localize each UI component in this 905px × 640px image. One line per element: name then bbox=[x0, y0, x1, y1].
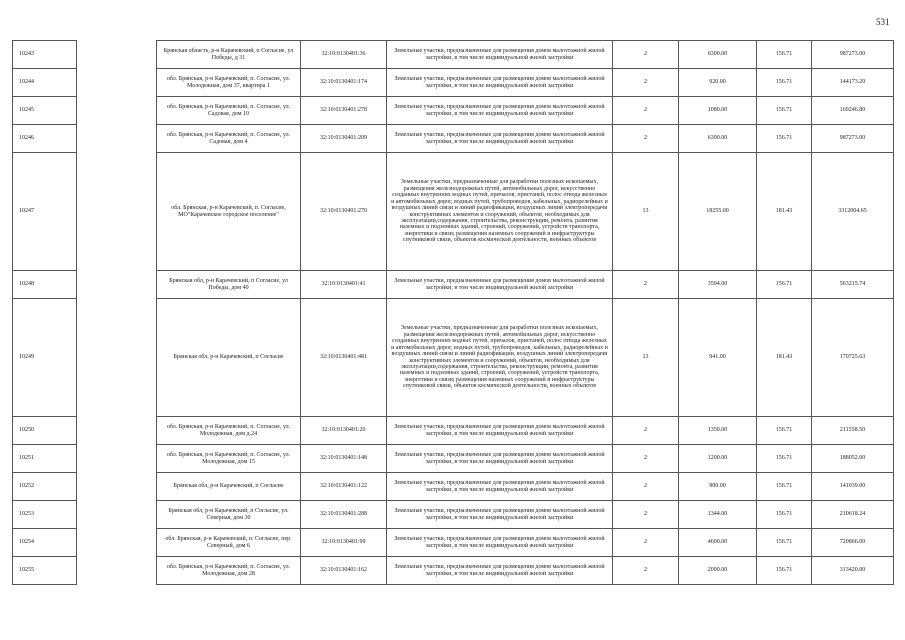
cell-address: обл. Брянская, р-н Карачевский, п. Согласие, ул. Садовая, дом 10 bbox=[157, 97, 301, 125]
table-row bbox=[13, 557, 894, 585]
table-row bbox=[13, 529, 894, 557]
cell-id: 10243 bbox=[13, 41, 77, 69]
table-row bbox=[13, 153, 894, 271]
cell-rate: 156.71 bbox=[757, 473, 812, 501]
spacer-cell bbox=[77, 529, 157, 557]
cell-use: Земельные участки, предназначенные для размещения домов малоэтажной жилой застройки, в том числе индивидуальной жилой застройки bbox=[387, 445, 613, 473]
cell-group: 2 bbox=[613, 41, 679, 69]
table-row bbox=[13, 299, 894, 417]
cell-area: 941.00 bbox=[679, 299, 757, 417]
cell-id: 10248 bbox=[13, 271, 77, 299]
cell-use: Земельные участки, предназначенные для размещения домов малоэтажной жилой застройки, в том числе индивидуальной жилой застройки bbox=[387, 69, 613, 97]
cell-id: 10246 bbox=[13, 125, 77, 153]
cell-id: 10244 bbox=[13, 69, 77, 97]
cell-rate: 156.71 bbox=[757, 41, 812, 69]
table-row bbox=[13, 501, 894, 529]
cell-value: 3312004.65 bbox=[812, 153, 894, 271]
cell-address: Брянская обл, р-н Карачевский, п Согласие, ул Победы, дом 40 bbox=[157, 271, 301, 299]
cell-rate: 181.43 bbox=[757, 153, 812, 271]
cell-value: 188052.00 bbox=[812, 445, 894, 473]
cell-cadastre: 32:10:0130401:278 bbox=[301, 97, 387, 125]
cell-use: Земельные участки, предназначенные для разработки полезных ископаемых, размещения железнодорожных путей, автомобильных дорог, искусственно созданных внутренних водных путей, причалов, пристаней, полос отвода железных и автомобильных дорог, водных путей, трубопроводов, кабельных, радиорелейных и воздушных линий связи и линий радиофикации, воздушных линий электропередачи конструктивных элементов и сооружений, объектов, необходимых для эксплуатации,содержания, строительства, реконструкции, ремонта, развития наземных и подземных зданий, строений, сооружений, устройств транспорта, энергетики и связи; размещения наземных сооружений и инфраструктуры спутниковой связи, объектов космической деятельности, военных объектов bbox=[387, 153, 613, 271]
cell-cadastre: 32:10:0130401:122 bbox=[301, 473, 387, 501]
cell-value: 563215.74 bbox=[812, 271, 894, 299]
cell-use: Земельные участки, предназначенные для размещения домов малоэтажной жилой застройки, в том числе индивидуальной жилой застройки bbox=[387, 473, 613, 501]
cell-cadastre: 32:10:0130401:174 bbox=[301, 69, 387, 97]
table-row bbox=[13, 473, 894, 501]
cell-value: 987273.00 bbox=[812, 125, 894, 153]
cell-id: 10250 bbox=[13, 417, 77, 445]
cell-cadastre: 32:10:0130401:209 bbox=[301, 125, 387, 153]
cell-id: 10251 bbox=[13, 445, 77, 473]
page-number: 531 bbox=[876, 17, 890, 27]
cell-area: 4600.00 bbox=[679, 529, 757, 557]
cell-use: Земельные участки, предназначенные для размещения домов малоэтажной жилой застройки, в том числе индивидуальной жилой застройки bbox=[387, 97, 613, 125]
cell-value: 169246.80 bbox=[812, 97, 894, 125]
cell-use: Земельные участки, предназначенные для размещения домов малоэтажной жилой застройки, в том числе индивидуальной жилой застройки bbox=[387, 417, 613, 445]
cell-value: 141039.00 bbox=[812, 473, 894, 501]
cell-rate: 156.71 bbox=[757, 417, 812, 445]
cell-rate: 181.43 bbox=[757, 299, 812, 417]
cell-group: 13 bbox=[613, 299, 679, 417]
cell-address: обл. Брянская, р-н Карачевский, п. Согласие, ул. Молодежная, дом д.24 bbox=[157, 417, 301, 445]
cell-use: Земельные участки, предназначенные для размещения домов малоэтажной жилой застройки, в том числе индивидуальной жилой застройки bbox=[387, 271, 613, 299]
cell-cadastre: 32:10:0130401:36 bbox=[301, 41, 387, 69]
cell-id: 10249 bbox=[13, 299, 77, 417]
cell-value: 313420.00 bbox=[812, 557, 894, 585]
table-row bbox=[13, 41, 894, 69]
spacer-cell bbox=[77, 299, 157, 417]
cell-id: 10255 bbox=[13, 557, 77, 585]
cell-cadastre: 32:10:0130401:481 bbox=[301, 299, 387, 417]
cell-group: 2 bbox=[613, 97, 679, 125]
cell-group: 2 bbox=[613, 417, 679, 445]
cell-use: Земельные участки, предназначенные для размещения домов малоэтажной жилой застройки, в том числе индивидуальной жилой застройки bbox=[387, 557, 613, 585]
cell-use: Земельные участки, предназначенные для размещения домов малоэтажной жилой застройки, в том числе индивидуальной жилой застройки bbox=[387, 125, 613, 153]
cell-use: Земельные участки, предназначенные для размещения домов малоэтажной жилой застройки, в том числе индивидуальной жилой застройки bbox=[387, 529, 613, 557]
cell-group: 13 bbox=[613, 153, 679, 271]
cell-area: 3594.00 bbox=[679, 271, 757, 299]
cell-use: Земельные участки, предназначенные для разработки полезных ископаемых, размещения железнодорожных путей, автомобильных дорог, искусственно созданных внутренних водных путей, причалов, пристаней, полос отвода железных и автомобильных дорог, водных путей, трубопроводов, кабельных, радиорелейных и воздушных линий связи и линий радиофикации, воздушных линий электропередачи конструктивных элементов и сооружений, объектов, необходимых для эксплуатации,содержания, строительства, реконструкции, ремонта, развития наземных и подземных зданий, строений, сооружений, устройств транспорта, энергетики и связи; размещения наземных сооружений и инфраструктуры спутниковой связи, объектов космической деятельности, военных объектов bbox=[387, 299, 613, 417]
cell-value: 720866.00 bbox=[812, 529, 894, 557]
cell-cadastre: 32:10:0130401:148 bbox=[301, 445, 387, 473]
cell-id: 10253 bbox=[13, 501, 77, 529]
cell-address: обл. Брянская, р-н Карачевский, п. Согласие, ул. Молодежная, дом 37, квартира 1 bbox=[157, 69, 301, 97]
table-row bbox=[13, 417, 894, 445]
cell-group: 2 bbox=[613, 473, 679, 501]
cell-value: 210618.24 bbox=[812, 501, 894, 529]
cell-use: Земельные участки, предназначенные для размещения домов малоэтажной жилой застройки, в том числе индивидуальной жилой застройки bbox=[387, 41, 613, 69]
cell-cadastre: 32:10:0130401:20 bbox=[301, 417, 387, 445]
cell-rate: 156.71 bbox=[757, 445, 812, 473]
cell-address: Брянская область, р-н Карачевский, п Согласие, ул Победы, д 31 bbox=[157, 41, 301, 69]
cell-cadastre: 32:10:0130401:99 bbox=[301, 529, 387, 557]
cell-group: 2 bbox=[613, 445, 679, 473]
cell-group: 2 bbox=[613, 501, 679, 529]
cell-area: 1344.00 bbox=[679, 501, 757, 529]
cell-value: 170725.63 bbox=[812, 299, 894, 417]
cell-area: 2000.00 bbox=[679, 557, 757, 585]
spacer-cell bbox=[77, 153, 157, 271]
cell-value: 211558.50 bbox=[812, 417, 894, 445]
cell-cadastre: 32:10:0130401:41 bbox=[301, 271, 387, 299]
spacer-cell bbox=[77, 41, 157, 69]
cell-group: 2 bbox=[613, 125, 679, 153]
table-row bbox=[13, 97, 894, 125]
spacer-cell bbox=[77, 417, 157, 445]
cell-cadastre: 32:10:0130401:270 bbox=[301, 153, 387, 271]
cell-rate: 156.71 bbox=[757, 501, 812, 529]
cell-address: обл. Брянская, р-н Карачевский, п. Согласие, ул. Молодежная, дом 15 bbox=[157, 445, 301, 473]
cell-rate: 156.71 bbox=[757, 557, 812, 585]
cell-address: обл. Брянская, р-н Карачевский, п. Согласие, пер. Северный, дом 6 bbox=[157, 529, 301, 557]
table-row bbox=[13, 445, 894, 473]
cell-address: обл. Брянская, р-н Карачевский, п. Согласие, ул. Садовая, дом 4 bbox=[157, 125, 301, 153]
spacer-cell bbox=[77, 271, 157, 299]
table-row bbox=[13, 125, 894, 153]
spacer-cell bbox=[77, 125, 157, 153]
cell-address: Брянская обл, р-н Карачевский, п Согласие bbox=[157, 473, 301, 501]
cell-group: 2 bbox=[613, 69, 679, 97]
cell-area: 18255.00 bbox=[679, 153, 757, 271]
spacer-cell bbox=[77, 445, 157, 473]
spacer-cell bbox=[77, 473, 157, 501]
spacer-cell bbox=[77, 557, 157, 585]
cell-group: 2 bbox=[613, 529, 679, 557]
cell-id: 10254 bbox=[13, 529, 77, 557]
spacer-cell bbox=[77, 69, 157, 97]
table-row bbox=[13, 69, 894, 97]
cell-address: обл. Брянская, р-н Карачевский, п. Согласие, МО"Карачевское городское поселение" bbox=[157, 153, 301, 271]
cell-rate: 156.71 bbox=[757, 97, 812, 125]
cell-address: обл. Брянская, р-н Карачевский, п. Согласие, ул. Молодежная, дом 28 bbox=[157, 557, 301, 585]
cell-area: 1350.00 bbox=[679, 417, 757, 445]
cell-use: Земельные участки, предназначенные для размещения домов малоэтажной жилой застройки, в том числе индивидуальной жилой застройки bbox=[387, 501, 613, 529]
cell-group: 2 bbox=[613, 557, 679, 585]
cell-area: 920.00 bbox=[679, 69, 757, 97]
cadastre-table bbox=[12, 40, 894, 585]
cell-id: 10247 bbox=[13, 153, 77, 271]
cell-area: 1080.00 bbox=[679, 97, 757, 125]
cell-group: 2 bbox=[613, 271, 679, 299]
spacer-cell bbox=[77, 501, 157, 529]
cell-value: 144173.20 bbox=[812, 69, 894, 97]
cell-area: 1200.00 bbox=[679, 445, 757, 473]
table-row bbox=[13, 271, 894, 299]
cell-area: 6300.00 bbox=[679, 125, 757, 153]
cell-address: Брянская обл, р-н Карачевский, п Согласие bbox=[157, 299, 301, 417]
cell-rate: 156.71 bbox=[757, 69, 812, 97]
cell-area: 900.00 bbox=[679, 473, 757, 501]
cell-cadastre: 32:10:0130401:162 bbox=[301, 557, 387, 585]
cell-value: 987273.00 bbox=[812, 41, 894, 69]
cell-address: Брянская обл, р-н Карачевский, п Согласие, ул. Северная, дом 30 bbox=[157, 501, 301, 529]
cell-area: 6300.00 bbox=[679, 41, 757, 69]
cell-rate: 156.71 bbox=[757, 529, 812, 557]
cell-id: 10245 bbox=[13, 97, 77, 125]
cell-rate: 156.71 bbox=[757, 271, 812, 299]
cell-id: 10252 bbox=[13, 473, 77, 501]
cell-rate: 156.71 bbox=[757, 125, 812, 153]
cell-cadastre: 32:10:0130401:288 bbox=[301, 501, 387, 529]
spacer-cell bbox=[77, 97, 157, 125]
